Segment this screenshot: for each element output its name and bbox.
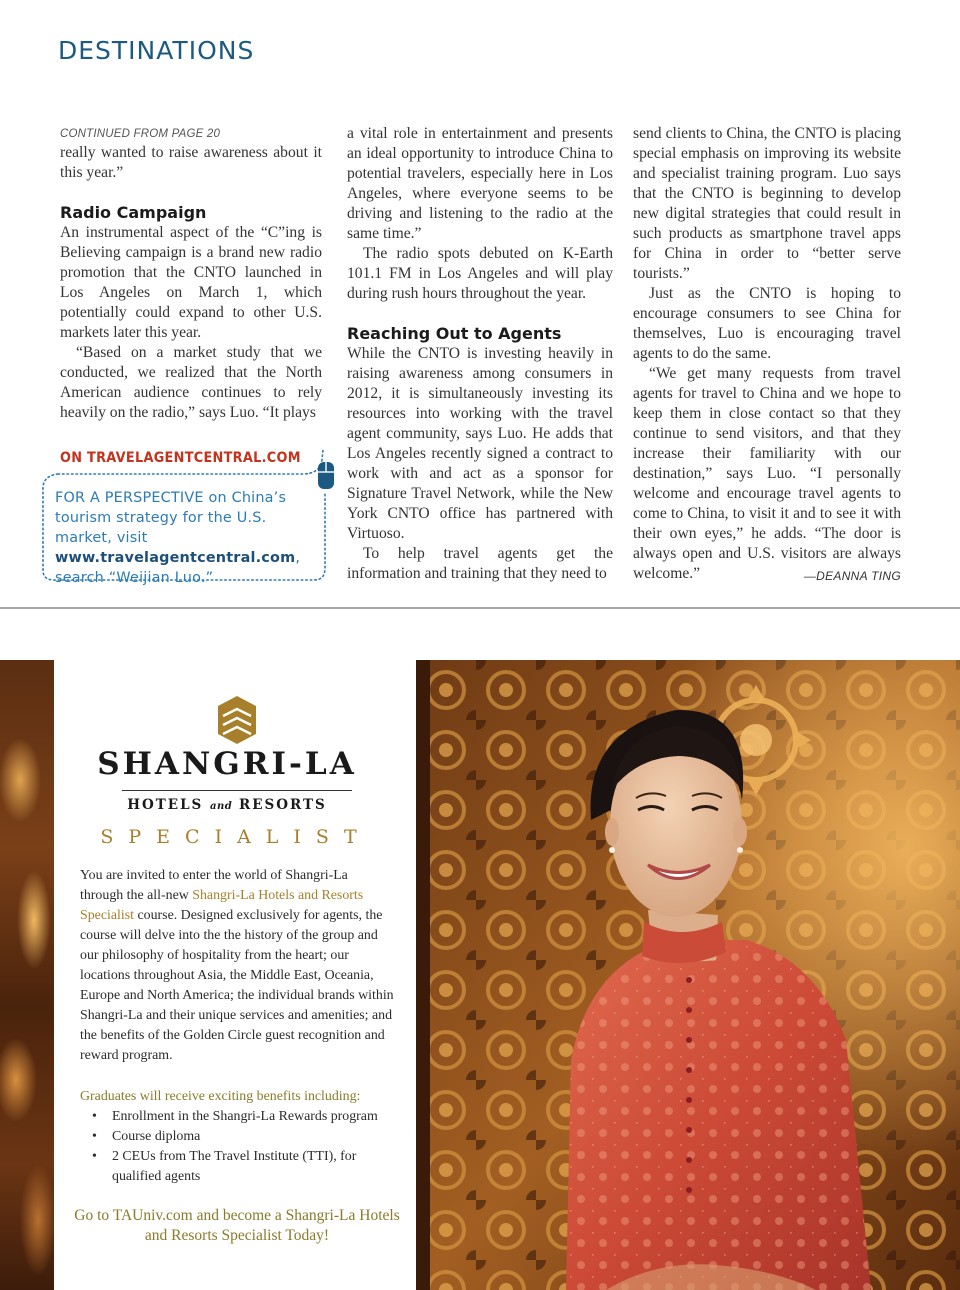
ad-body-part: You are invited to enter the world of Shangri-La through the all-new [80,868,348,903]
specialist-heading: SPECIALIST [100,826,372,848]
ad-gutter [400,660,416,1290]
section-divider [0,607,960,609]
article-paragraph: a vital role in entertainment and presents an ideal opportunity to introduce China to potential travelers, especially here in Los Angeles, where everyone seems to be driving and listening to the radio at the same time.” [347,125,613,242]
subhead-reaching-out: Reaching Out to Agents [347,324,562,343]
article-paragraph [633,364,901,584]
benefits-list [80,1107,394,1187]
article-column-2 [347,124,613,584]
web-callout-box [40,446,328,586]
callout-lead: FOR A PERSPECTIVE [55,490,204,506]
article-column-3 [633,124,901,586]
continued-note: CONTINUED FROM PAGE 20 [60,128,221,140]
ad-copy-panel [54,660,400,1290]
callout-link[interactable]: www.travelagentcentral.com [55,550,296,566]
article-paragraph: While the CNTO is investing heavily in raising awareness among consumers in 2012, it is simultaneously investing its resources into working with the travel agent community, says Luo. He adds that Los Angeles recently signed a contract to work with and act as a sponsor for Signature Travel Network, while the New York CNTO office has partnered with Virtuoso. [347,345,613,542]
callout-label: ON TRAVELAGENTCENTRAL.COM [60,450,301,466]
article-paragraph: really wanted to raise awareness about it this year.” [60,144,322,181]
article-paragraph: To help travel agents get the information and training that they need to [347,545,613,582]
section-title: DESTINATIONS [58,36,255,65]
mouse-icon [317,458,335,490]
brand-name: SHANGRI-LA [97,746,357,782]
benefit-item: • Enrollment in the Shangri-La Rewards program [80,1107,394,1127]
benefit-item: • Course diploma [80,1127,394,1147]
article-paragraph: The radio spots debuted on K-Earth 101.1 FM in Los Angeles and will play during rush hours throughout the year. [347,245,613,302]
ad-course-name: Shangri-La Hotels and Resorts Specialist [80,888,364,923]
article-paragraph: Just as the CNTO is hoping to encourage consumers to see China for themselves, Luo is encouraging travel agents to do the same. [633,285,901,362]
brand-sub-resorts: RESORTS [238,797,327,813]
callout-text-part: on China’s tourism strategy for the U.S. market, visit [55,490,287,546]
article-paragraph-text: “We get many requests from travel agents for travel to China and we hope to keep them in close contact so that they continue to send visitors, and that they increase their familiarity with our destination,” says Luo. “I personally welcome and encourage travel agents to come to China, to visit it and to see it with their own eyes,” he adds. “The door is always open and U.S. visitors are always welcome.” [633,365,901,582]
article-paragraph: “Based on a market study that we conducted, we realized that the North American audience continues to rely heavily on the radio,” says Luo. “It plays [60,344,322,421]
article-paragraph: send clients to China, the CNTO is placing special emphasis on improving its website and specialist training program. Luo says that the CNTO is beginning to develop new digital strategies that could result in such products as smartphone travel apps for China in order to “better serve tourists.” [633,125,901,282]
brand-sub-hotels: HOTELS [127,797,204,813]
callout-text [55,488,325,588]
article-column-1 [60,124,322,423]
ad-body-part: course. Designed exclusively for agents, the course will delve into the the history of the group and our philosophy of hospitality from the heart; our locations throughout Asia, the Middle East, Oceania, Europe and North America; the individual brands within Shangri-La and their unique services and amenities; and the benefits of the Golden Circle guest recognition and reward program. [80,908,394,1063]
benefit-item: • 2 CEUs from The Travel Institute (TTI), for qualified agents [80,1147,394,1187]
callout-text-part: , search “Weijian Luo.” [55,550,301,586]
ad-call-to-action[interactable]: Go to TAUniv.com and become a Shangri-La Hotels and Resorts Specialist Today! [74,1207,400,1244]
article-paragraph: An instrumental aspect of the “C”ing is Believing campaign is a brand new radio promotion that the CNTO launched in Los Angeles on March 1, which potentially could expand to other U.S. markets later this year. [60,224,322,341]
shangri-la-logo-icon [218,696,256,744]
ad-photo-woman [416,660,960,1290]
brand-sub-and: and [210,801,233,812]
shangri-la-advertisement[interactable] [0,660,960,1290]
photo-illustration [416,660,960,1290]
ad-decor-strip [0,660,54,1290]
benefits-title: Graduates will receive exciting benefits including: [80,1089,361,1104]
subhead-radio-campaign: Radio Campaign [60,203,207,222]
brand-rule [122,790,352,791]
byline: —DEANNA TING [803,569,901,583]
ad-body-text [80,866,394,1066]
brand-subtitle [54,797,400,813]
